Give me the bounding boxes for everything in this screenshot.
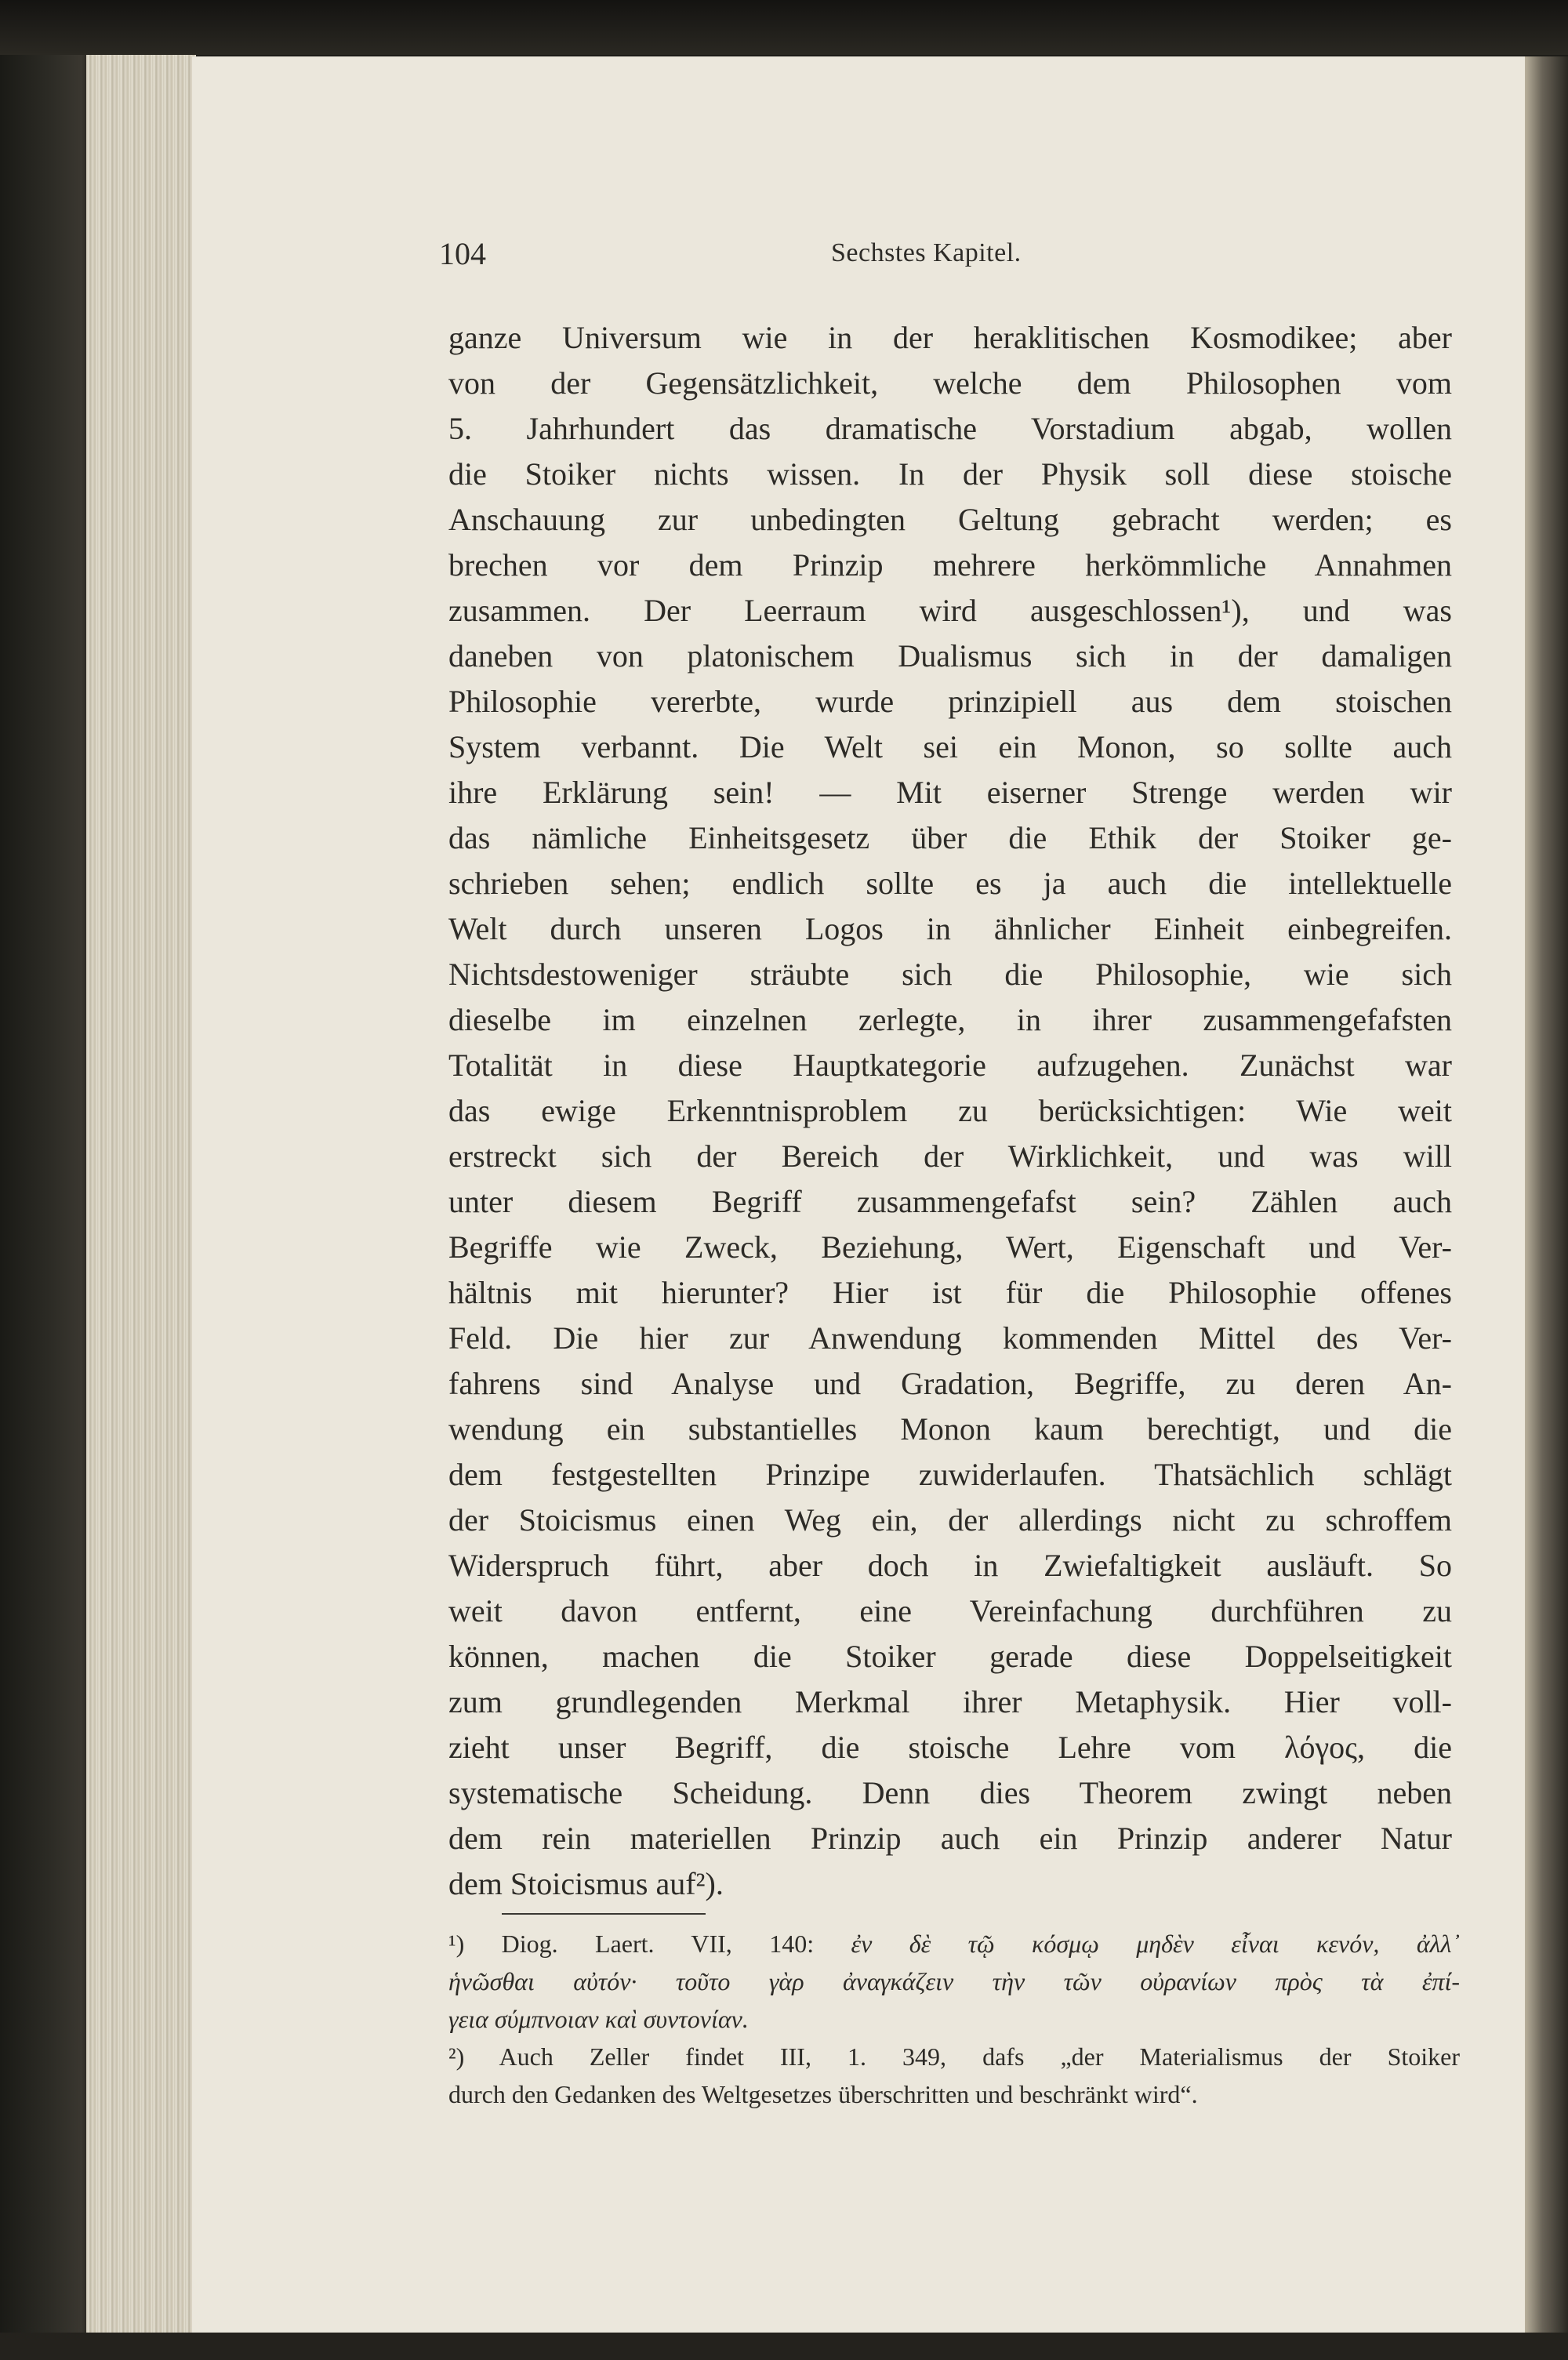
text-line: 5. Jahrhundert das dramatische Vorstadium abgab, wollen bbox=[448, 411, 1452, 446]
text-line: wendung ein substantielles Monon kaum berechtigt, und die bbox=[448, 1411, 1452, 1447]
text-line: Begriffe wie Zweck, Beziehung, Wert, Eigenschaft und Ver- bbox=[448, 1229, 1452, 1265]
text-line: der Stoicismus einen Weg ein, der allerdings nicht zu schroffem bbox=[448, 1502, 1452, 1538]
text-line: ihre Erklärung sein! — Mit eiserner Strenge werden wir bbox=[448, 775, 1452, 810]
body-text bbox=[448, 315, 1452, 1907]
footnotes bbox=[448, 1925, 1460, 2113]
text-line: Nichtsdestoweniger sträubte sich die Philosophie, wie sich bbox=[448, 957, 1452, 992]
text-line: unter diesem Begriff zusammengefafst sein? Zählen auch bbox=[448, 1184, 1452, 1219]
text-line: dem rein materiellen Prinzip auch ein Prinzip anderer Natur bbox=[448, 1821, 1452, 1856]
footnote-1 bbox=[448, 1925, 1460, 1962]
text-line: weit davon entfernt, eine Vereinfachung durchführen zu bbox=[448, 1593, 1452, 1628]
text-line: Feld. Die hier zur Anwendung kommenden Mittel des Ver- bbox=[448, 1320, 1452, 1356]
page-gutter-shadow bbox=[1525, 56, 1568, 2334]
footnote-1-greek: γεια σύμπνοιαν καὶ συντονίαν. bbox=[448, 2005, 749, 2033]
text-line: schrieben sehen; endlich sollte es ja auch die intellektuelle bbox=[448, 866, 1452, 901]
text-line: Totalität in diese Hauptkategorie aufzugehen. Zunächst war bbox=[448, 1047, 1452, 1083]
text-line: brechen vor dem Prinzip mehrere herkömmliche Annahmen bbox=[448, 547, 1452, 583]
text-line: zusammen. Der Leerraum wird ausgeschlossen¹), und was bbox=[448, 593, 1452, 628]
page-edges bbox=[86, 55, 196, 2336]
text-line: zum grundlegenden Merkmal ihrer Metaphysik. Hier voll- bbox=[448, 1684, 1452, 1719]
footnote-1-label: ¹) Diog. Laert. VII, 140: bbox=[448, 1930, 851, 1958]
footnote-2: ²) Auch Zeller findet III, 1. 349, dafs „der Materialismus der Stoiker bbox=[448, 2042, 1460, 2071]
text-line: daneben von platonischem Dualismus sich in der damaligen bbox=[448, 638, 1452, 674]
footnote-1-greek: ἐν δὲ τῷ κόσμῳ μηδὲν εἶναι κενόν, ἀλλ᾽ bbox=[851, 1930, 1460, 1958]
text-line: Philosophie vererbte, wurde prinzipiell aus dem stoischen bbox=[448, 684, 1452, 719]
text-line: systematische Scheidung. Denn dies Theorem zwingt neben bbox=[448, 1775, 1452, 1810]
running-title: Sechstes Kapitel. bbox=[831, 238, 1022, 267]
text-line: Welt durch unseren Logos in ähnlicher Einheit einbegreifen. bbox=[448, 911, 1452, 946]
book-cover-bottom bbox=[0, 2333, 1568, 2360]
page-number: 104 bbox=[439, 236, 486, 271]
text-line: Anschauung zur unbedingten Geltung gebracht werden; es bbox=[448, 502, 1452, 537]
text-line: ganze Universum wie in der heraklitischen Kosmodikee; aber bbox=[448, 320, 1452, 355]
text-line: das ewige Erkenntnisproblem zu berücksichtigen: Wie weit bbox=[448, 1093, 1452, 1128]
page-header bbox=[439, 235, 1458, 282]
text-line: können, machen die Stoiker gerade diese Doppelseitigkeit bbox=[448, 1639, 1452, 1674]
text-line: hältnis mit hierunter? Hier ist für die Philosophie offenes bbox=[448, 1275, 1452, 1310]
text-line: dieselbe im einzelnen zerlegte, in ihrer zusammengefafsten bbox=[448, 1002, 1452, 1037]
footnote-rule bbox=[502, 1913, 706, 1915]
text-line: die Stoiker nichts wissen. In der Physik soll diese stoische bbox=[448, 456, 1452, 492]
text-line: das nämliche Einheitsgesetz über die Ethik der Stoiker ge- bbox=[448, 820, 1452, 855]
footnote-2: durch den Gedanken des Weltgesetzes überschritten und beschränkt wird“. bbox=[448, 2080, 1198, 2108]
footnote-1-greek: ἡνῶσθαι αὐτόν· τοῦτο γὰρ ἀναγκάζειν τὴν τῶν οὐρανίων πρὸς τὰ ἐπί- bbox=[448, 1967, 1460, 1995]
text-line: fahrens sind Analyse und Gradation, Begriffe, zu deren An- bbox=[448, 1366, 1452, 1401]
book-cover-top bbox=[0, 0, 1568, 55]
text-line: dem festgestellten Prinzipe zuwiderlaufen. Thatsächlich schlägt bbox=[448, 1457, 1452, 1492]
text-line: Widerspruch führt, aber doch in Zwiefaltigkeit ausläuft. So bbox=[448, 1548, 1452, 1583]
text-line: System verbannt. Die Welt sei ein Monon, so sollte auch bbox=[448, 729, 1452, 764]
text-line: von der Gegensätzlichkeit, welche dem Philosophen vom bbox=[448, 365, 1452, 401]
text-line: zieht unser Begriff, die stoische Lehre vom λόγος, die bbox=[448, 1730, 1452, 1765]
text-line: erstreckt sich der Bereich der Wirklichkeit, und was will bbox=[448, 1138, 1452, 1174]
text-line: dem Stoicismus auf²). bbox=[448, 1866, 724, 1901]
